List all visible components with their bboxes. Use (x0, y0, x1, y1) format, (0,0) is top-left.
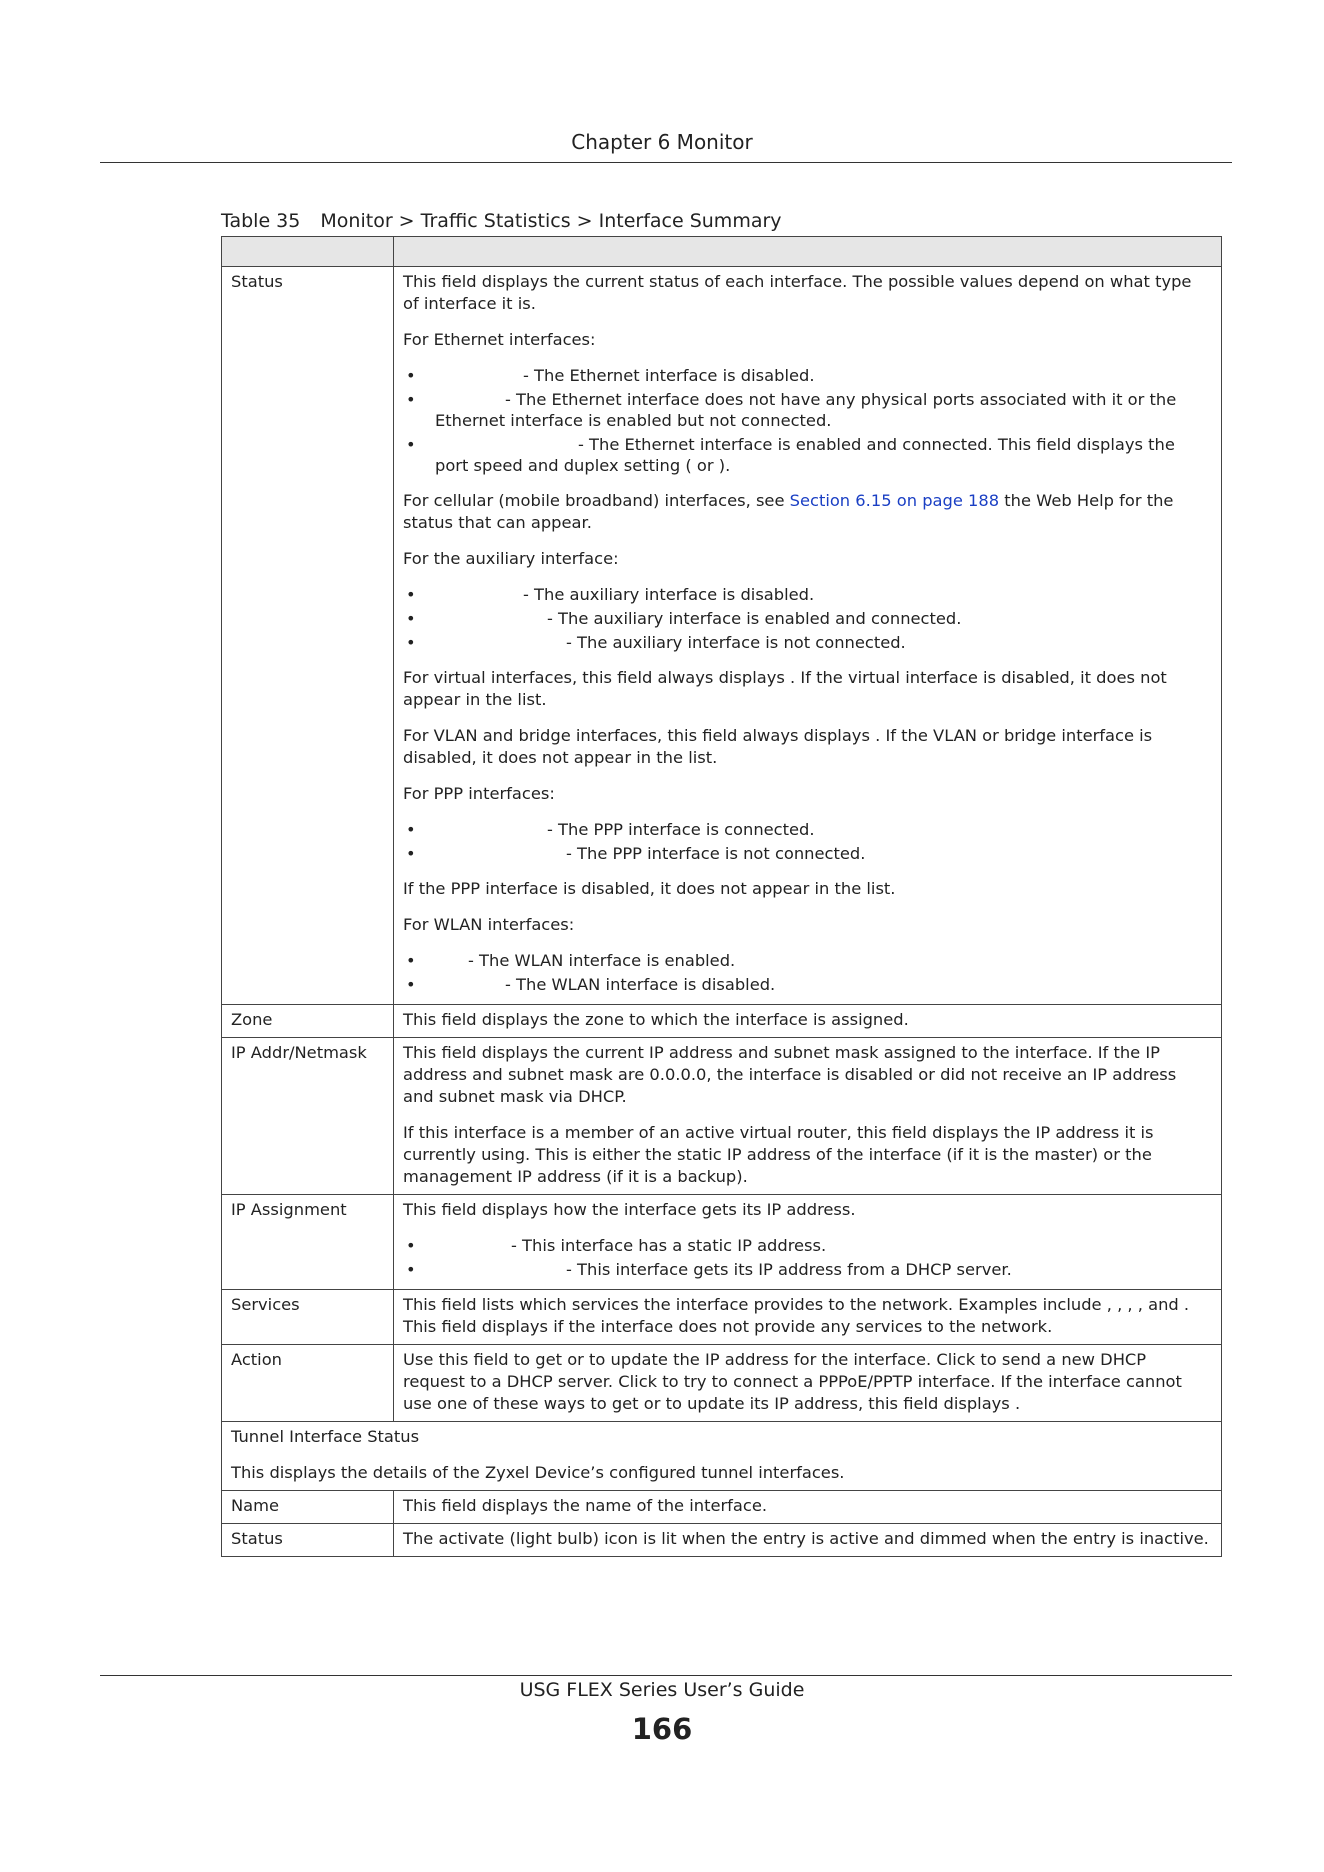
table-row-status (222, 267, 1222, 1005)
section-link[interactable]: Section 6.15 on page 188 (789, 491, 1000, 510)
row-label: Services (222, 1290, 394, 1345)
ethernet-status-list (403, 365, 1212, 476)
tunnel-section-text: This displays the details of the Zyxel Device’s configured tunnel interfaces. (231, 1463, 845, 1482)
list-item: • - The PPP interface is connected. (406, 820, 815, 839)
page-number: 166 (631, 1712, 693, 1746)
interface-summary-table (221, 236, 1222, 1557)
ip-addr-virtual-router-text: If this interface is a member of an active virtual router, this field displays the IP address it is currently using. This is either the static IP address of the interface (if it is the master) or the management IP address (if it is a backup). (403, 1123, 1154, 1186)
row-label: Status (222, 1524, 394, 1557)
virtual-text: For virtual interfaces, this field always displays . If the virtual interface is disabled, it does not appear in the list. (403, 668, 1167, 709)
footer-guide-title: USG FLEX Series User’s Guide (519, 1679, 805, 1701)
list-item: • - The auxiliary interface is disabled. (406, 585, 815, 604)
table-title: Monitor > Traffic Statistics > Interface Summary (320, 210, 782, 232)
ip-assignment-list (403, 1235, 1212, 1280)
row-label: Action (222, 1345, 394, 1422)
auxiliary-status-list (403, 584, 1212, 653)
ip-assignment-text: This field displays how the interface gets its IP address. (403, 1200, 856, 1219)
table-header-row (222, 237, 1222, 267)
row-description: The activate (light bulb) icon is lit when the entry is active and dimmed when the entry is inactive. (394, 1524, 1222, 1557)
auxiliary-heading: For the auxiliary interface: (403, 549, 619, 568)
list-item: • - The Ethernet interface does not have any physical ports associated with it or the Ethernet interface is enabled but not connected. (406, 390, 1177, 430)
list-item: • - The auxiliary interface is not connected. (406, 633, 906, 652)
list-item: • - The Ethernet interface is enabled and connected. This field displays the port speed and duplex setting ( or ). (406, 435, 1175, 475)
list-item: • - The Ethernet interface is disabled. (406, 366, 815, 385)
table-row-ip-assignment (222, 1195, 1222, 1290)
chapter-header: Chapter 6 Monitor (571, 130, 753, 154)
footer-divider (100, 1675, 1232, 1676)
ppp-heading: For PPP interfaces: (403, 784, 555, 803)
list-item: • - The WLAN interface is enabled. (406, 951, 736, 970)
row-label: IP Assignment (222, 1195, 394, 1290)
vlan-text: For VLAN and bridge interfaces, this field always displays . If the VLAN or bridge interface is disabled, it does not appear in the list. (403, 726, 1153, 767)
table-row-ip-addr (222, 1038, 1222, 1195)
table-row-zone (222, 1005, 1222, 1038)
row-description: Use this field to get or to update the IP address for the interface. Click to send a new DHCP request to a DHCP server. Click to try to connect a PPPoE/PPTP interface. If the interface cannot use one of these ways to get or to update its IP address, this field displays . (394, 1345, 1222, 1422)
table-number: Table 35 (221, 210, 301, 232)
wlan-heading: For WLAN interfaces: (403, 915, 575, 934)
table-row-tunnel-status (222, 1524, 1222, 1557)
status-intro: This field displays the current status of each interface. The possible values depend on what type of interface it is. (403, 272, 1192, 313)
row-label: IP Addr/Netmask (222, 1038, 394, 1195)
row-label: Name (222, 1491, 394, 1524)
table-row-name (222, 1491, 1222, 1524)
header-cell-label (222, 237, 394, 267)
ppp-status-list (403, 819, 1212, 864)
list-item: • - The auxiliary interface is enabled and connected. (406, 609, 962, 628)
row-description: This field displays the name of the interface. (394, 1491, 1222, 1524)
ip-addr-text: This field displays the current IP address and subnet mask assigned to the interface. If the IP address and subnet mask are 0.0.0.0, the interface is disabled or did not receive an IP address and subnet mask via DHCP. (403, 1043, 1177, 1106)
row-description (394, 1195, 1222, 1290)
list-item: • - The PPP interface is not connected. (406, 844, 866, 863)
wlan-status-list (403, 950, 1212, 995)
table-caption (221, 210, 782, 232)
ethernet-heading: For Ethernet interfaces: (403, 330, 596, 349)
tunnel-section-cell (222, 1422, 1222, 1491)
list-item: • - This interface has a static IP address. (406, 1236, 827, 1255)
tunnel-section-title: Tunnel Interface Status (231, 1427, 420, 1446)
header-cell-description (394, 237, 1222, 267)
table-row-action (222, 1345, 1222, 1422)
row-description: This field displays the zone to which the interface is assigned. (394, 1005, 1222, 1038)
header-divider (100, 162, 1232, 163)
row-description (394, 267, 1222, 1005)
row-description: This field lists which services the interface provides to the network. Examples include , , , , and . This field displays if the interface does not provide any services to the network. (394, 1290, 1222, 1345)
row-label: Status (222, 267, 394, 1005)
list-item: • - The WLAN interface is disabled. (406, 975, 776, 994)
row-label: Zone (222, 1005, 394, 1038)
list-item: • - This interface gets its IP address from a DHCP server. (406, 1260, 1012, 1279)
table-row-tunnel-section (222, 1422, 1222, 1491)
cellular-text: For cellular (mobile broadband) interfaces, see Section 6.15 on page 188 the Web Help for the status that can appear. (403, 491, 1174, 532)
ppp-note: If the PPP interface is disabled, it does not appear in the list. (403, 879, 896, 898)
table-row-services (222, 1290, 1222, 1345)
row-description (394, 1038, 1222, 1195)
